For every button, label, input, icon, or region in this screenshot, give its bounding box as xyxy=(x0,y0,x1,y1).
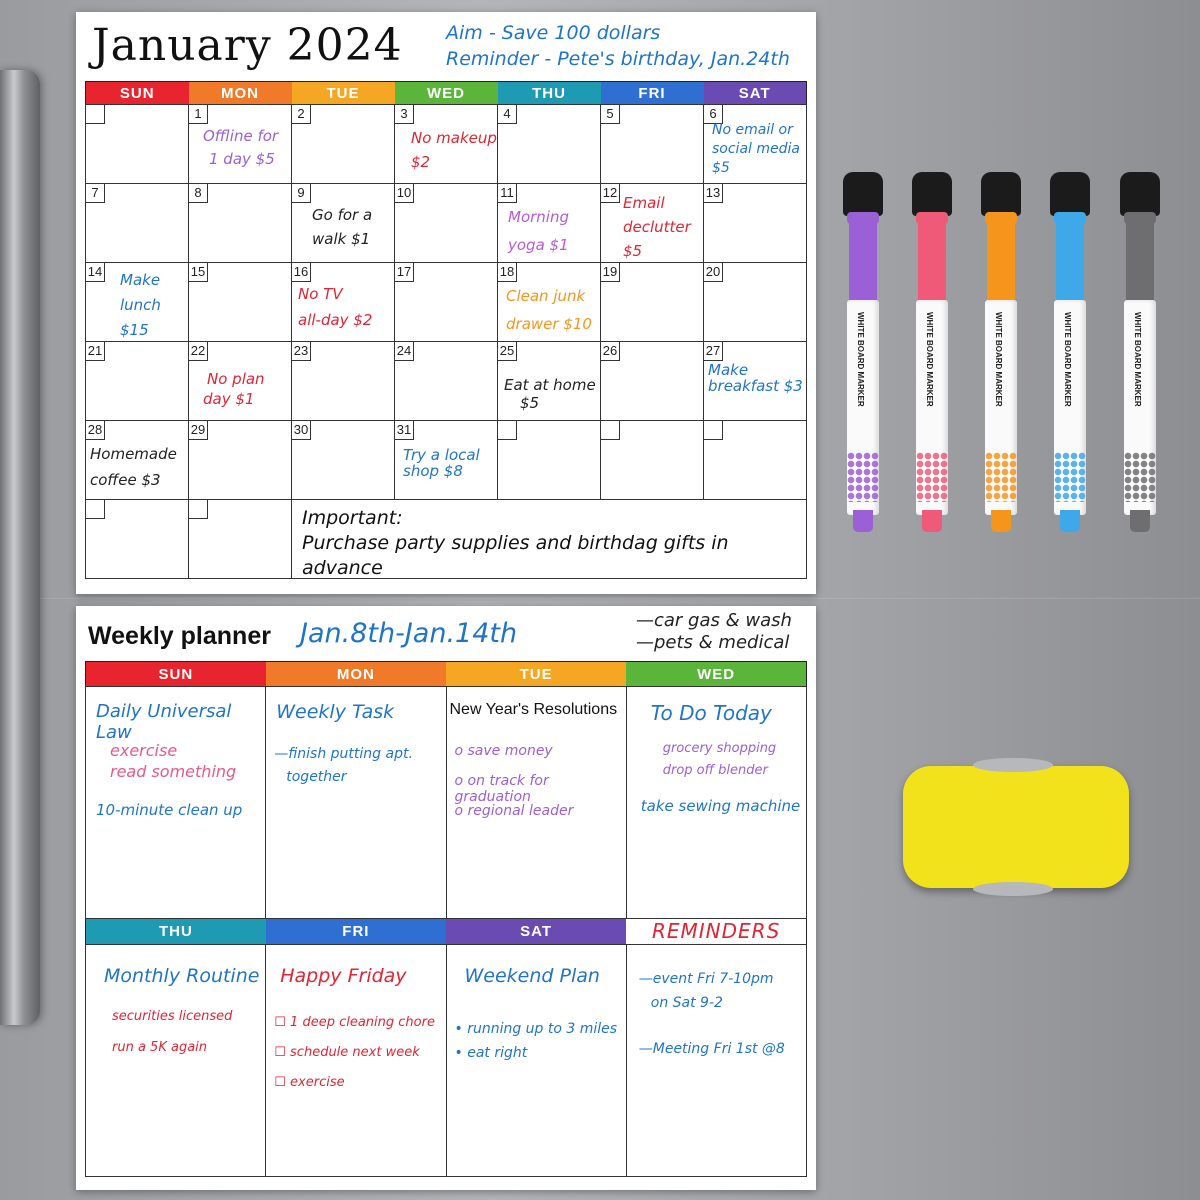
notes-row xyxy=(86,500,807,579)
day-cell xyxy=(292,263,395,342)
day-number: 16 xyxy=(292,263,311,282)
week-row xyxy=(86,105,807,184)
weekday-thu: THU xyxy=(498,82,601,105)
weekday-mon: MON xyxy=(266,662,446,687)
day-cell xyxy=(292,184,395,263)
marker-tip xyxy=(991,510,1011,532)
cell-line: o regional leader xyxy=(454,803,574,819)
note-line: $5 xyxy=(712,160,730,176)
day-cell xyxy=(704,342,807,421)
marker-cap xyxy=(843,172,883,216)
weekday-fri: FRI xyxy=(266,919,446,945)
cell-line: read something xyxy=(110,762,237,781)
day-cell xyxy=(189,263,292,342)
marker-barrel xyxy=(987,222,1015,302)
day-cell xyxy=(395,342,498,421)
reminders-heading xyxy=(626,919,806,945)
cell-line: ☐ exercise xyxy=(274,1075,345,1090)
marker-dots xyxy=(847,452,879,502)
day-cell xyxy=(86,105,189,184)
day-number: 6 xyxy=(704,105,723,124)
day-cell xyxy=(498,421,601,500)
weekday-sat: SAT xyxy=(704,82,807,105)
marker-barrel xyxy=(1126,222,1154,302)
note-line: No makeup xyxy=(411,129,497,147)
day-number xyxy=(704,421,723,440)
marker-barrel xyxy=(849,222,877,302)
marker-dots xyxy=(1124,452,1156,502)
day-number: 29 xyxy=(189,421,208,440)
note-line: $2 xyxy=(411,153,431,171)
day-number: 10 xyxy=(395,184,414,203)
day-cell xyxy=(498,184,601,263)
weekly-title: Weekly planner xyxy=(88,622,271,650)
day-cell xyxy=(704,105,807,184)
marker-tip xyxy=(922,510,942,532)
fri-cell xyxy=(266,945,446,1177)
day-cell xyxy=(292,342,395,421)
week-row xyxy=(86,342,807,421)
note-line: No plan xyxy=(207,370,265,388)
marker-cap xyxy=(1050,172,1090,216)
day-number: 14 xyxy=(86,263,105,282)
note-line: lunch xyxy=(120,296,161,314)
day-cell xyxy=(395,263,498,342)
day-number: 27 xyxy=(704,342,723,361)
day-number: 1 xyxy=(189,105,208,124)
day-cell xyxy=(189,421,292,500)
weekday-sun: SUN xyxy=(86,82,189,105)
monthly-calendar-board xyxy=(76,12,816,594)
cell-line: • running up to 3 miles xyxy=(454,1021,618,1037)
note-line: Offline for xyxy=(203,127,279,145)
day-cell xyxy=(601,421,704,500)
note-line: walk $1 xyxy=(312,230,371,248)
day-cell xyxy=(498,342,601,421)
note-line: day $1 xyxy=(203,390,255,408)
week-top-row xyxy=(86,687,807,919)
day-cell xyxy=(704,421,807,500)
cell-line: —finish putting apt. xyxy=(274,746,413,762)
marker-label: WHITE BOARD MARKER xyxy=(994,312,1003,407)
gray-marker[interactable] xyxy=(1120,172,1160,534)
weekly-side-notes xyxy=(636,610,792,654)
thu-cell xyxy=(86,945,266,1177)
marker-barrel xyxy=(1056,222,1084,302)
tue-cell xyxy=(446,687,626,919)
cell-line: exercise xyxy=(110,741,178,760)
day-number: 8 xyxy=(189,184,208,203)
weekly-range: Jan.8th-Jan.14th xyxy=(300,618,518,649)
day-cell xyxy=(498,105,601,184)
weekly-planner-board xyxy=(76,606,816,1190)
cell-line: together xyxy=(286,769,347,785)
day-number: 12 xyxy=(601,184,620,203)
cell-heading: To Do Today xyxy=(650,701,772,725)
note-line: shop $8 xyxy=(403,462,463,480)
cell-line: take sewing machine xyxy=(640,797,801,815)
day-cell xyxy=(292,421,395,500)
note-line: Homemade xyxy=(90,445,177,463)
marker-cap xyxy=(981,172,1021,216)
note-line: $15 xyxy=(120,321,149,339)
week-row xyxy=(86,263,807,342)
week-bottom-row xyxy=(86,945,807,1177)
fridge-handle xyxy=(0,70,40,1025)
marker-cap xyxy=(912,172,952,216)
side-note: —pets & medical xyxy=(636,632,790,653)
day-cell xyxy=(292,105,395,184)
day-cell xyxy=(86,342,189,421)
day-cell xyxy=(86,421,189,500)
cell-heading: Weekend Plan xyxy=(464,965,600,987)
cell-line: on Sat 9-2 xyxy=(650,995,723,1011)
cell-line: ☐ 1 deep cleaning chore xyxy=(274,1015,435,1030)
note-line: declutter xyxy=(623,218,691,236)
cell-line: • eat right xyxy=(454,1045,528,1061)
weekday-header-row xyxy=(86,662,807,687)
reminders-label: REMINDERS xyxy=(651,919,781,943)
day-number: 17 xyxy=(395,263,414,282)
day-number: 20 xyxy=(704,263,723,282)
important-note xyxy=(302,506,806,581)
cell-line: o on track for graduation xyxy=(454,773,549,805)
day-number xyxy=(86,500,105,519)
note-line: $5 xyxy=(520,394,540,412)
day-number: 2 xyxy=(292,105,311,124)
note-line: breakfast $3 xyxy=(708,377,803,395)
day-number: 5 xyxy=(601,105,620,124)
note-line: Make xyxy=(708,361,749,379)
day-cell xyxy=(86,263,189,342)
day-number: 15 xyxy=(189,263,208,282)
day-number: 7 xyxy=(86,184,105,203)
important-text: Purchase party supplies and birthdag gifts in advance xyxy=(302,532,729,579)
cell-line: run a 5K again xyxy=(112,1040,208,1055)
day-number: 13 xyxy=(704,184,723,203)
note-line: all-day $2 xyxy=(298,311,373,329)
sun-cell xyxy=(86,687,266,919)
marker-barrel xyxy=(918,222,946,302)
cell-line: 10-minute clean up xyxy=(96,801,243,819)
day-number: 18 xyxy=(498,263,517,282)
cell-line: grocery shopping xyxy=(662,741,777,756)
cell-heading: Monthly Routine xyxy=(104,965,260,987)
marker-label: WHITE BOARD MARKER xyxy=(1063,312,1072,407)
week-row xyxy=(86,421,807,500)
important-cell xyxy=(292,500,807,579)
day-cell xyxy=(601,184,704,263)
cell-line: securities licensed xyxy=(112,1009,233,1024)
day-cell xyxy=(704,184,807,263)
aim-text: Aim - Save 100 dollars xyxy=(446,22,661,44)
note-line: Morning xyxy=(508,208,569,226)
day-number xyxy=(601,421,620,440)
note-line: No TV xyxy=(298,285,343,303)
day-number xyxy=(189,500,208,519)
cell-line: —event Fri 7-10pm xyxy=(638,971,774,987)
day-number: 31 xyxy=(395,421,414,440)
weekday-header-row xyxy=(86,82,807,105)
day-number: 30 xyxy=(292,421,311,440)
month-grid xyxy=(85,81,807,579)
sat-cell xyxy=(446,945,626,1177)
weekday-tue: TUE xyxy=(446,662,626,687)
marker-dots xyxy=(916,452,948,502)
marker-cap xyxy=(1120,172,1160,216)
note-line: Eat at home xyxy=(504,376,596,394)
mon-cell xyxy=(266,687,446,919)
note-line: Clean junk xyxy=(506,287,586,305)
marker-dots xyxy=(985,452,1017,502)
day-number: 22 xyxy=(189,342,208,361)
note-line: Make xyxy=(120,271,161,289)
reminders-cell xyxy=(626,945,806,1177)
important-label: Important: xyxy=(302,507,403,529)
day-cell xyxy=(498,263,601,342)
cell-line: ☐ schedule next week xyxy=(274,1045,420,1060)
day-number: 24 xyxy=(395,342,414,361)
day-cell xyxy=(395,421,498,500)
month-goals xyxy=(446,20,790,72)
cell-line: o save money xyxy=(454,743,553,759)
pink-marker[interactable] xyxy=(912,172,952,534)
day-number xyxy=(86,105,105,124)
day-number: 28 xyxy=(86,421,105,440)
wed-cell xyxy=(626,687,806,919)
day-cell xyxy=(704,263,807,342)
side-note: —car gas & wash xyxy=(636,610,792,631)
note-line: Email xyxy=(623,194,665,212)
day-cell xyxy=(395,105,498,184)
weekday-sat: SAT xyxy=(446,919,626,945)
marker-label: WHITE BOARD MARKER xyxy=(1133,312,1142,407)
note-line: drawer $10 xyxy=(506,315,592,333)
month-title: January 2024 xyxy=(92,20,403,71)
day-number: 25 xyxy=(498,342,517,361)
weekday-mon: MON xyxy=(189,82,292,105)
day-cell xyxy=(189,500,292,579)
note-line: social media xyxy=(712,141,800,157)
day-number: 4 xyxy=(498,105,517,124)
cell-heading: Happy Friday xyxy=(280,965,407,987)
cell-line: drop off blender xyxy=(662,763,768,778)
day-cell xyxy=(395,184,498,263)
magnetic-eraser[interactable] xyxy=(903,766,1129,888)
orange-marker[interactable] xyxy=(981,172,1021,534)
day-cell xyxy=(601,342,704,421)
note-line: Try a local xyxy=(403,446,480,464)
reminder-text: Reminder - Pete's birthday, Jan.24th xyxy=(446,48,790,70)
note-line: yoga $1 xyxy=(508,236,569,254)
note-line: 1 day $5 xyxy=(209,150,275,168)
cell-line: —Meeting Fri 1st @8 xyxy=(638,1041,785,1057)
day-cell xyxy=(601,105,704,184)
cell-heading: Daily Universal Law xyxy=(96,701,232,743)
day-number: 19 xyxy=(601,263,620,282)
day-number: 3 xyxy=(395,105,414,124)
weekday-header-row xyxy=(86,919,807,945)
marker-tip xyxy=(1060,510,1080,532)
day-number: 26 xyxy=(601,342,620,361)
week-row xyxy=(86,184,807,263)
weekday-wed: WED xyxy=(626,662,806,687)
day-number xyxy=(498,421,517,440)
note-line: No email or xyxy=(712,122,793,138)
day-cell xyxy=(86,184,189,263)
day-cell xyxy=(189,342,292,421)
weekday-tue: TUE xyxy=(292,82,395,105)
day-cell xyxy=(86,500,189,579)
marker-label: WHITE BOARD MARKER xyxy=(856,312,865,407)
day-number: 11 xyxy=(498,184,517,203)
marker-tip xyxy=(853,510,873,532)
marker-dots xyxy=(1054,452,1086,502)
purple-marker[interactable] xyxy=(843,172,883,534)
weekday-thu: THU xyxy=(86,919,266,945)
marker-tip xyxy=(1130,510,1150,532)
day-cell xyxy=(601,263,704,342)
marker-label: WHITE BOARD MARKER xyxy=(925,312,934,407)
day-number: 9 xyxy=(292,184,311,203)
day-number: 21 xyxy=(86,342,105,361)
day-cell xyxy=(189,105,292,184)
day-number: 23 xyxy=(292,342,311,361)
weekday-wed: WED xyxy=(395,82,498,105)
weekly-grid xyxy=(85,661,807,1177)
day-cell xyxy=(189,184,292,263)
blue-marker[interactable] xyxy=(1050,172,1090,534)
cell-heading: New Year's Resolutions xyxy=(449,701,618,718)
weekday-sun: SUN xyxy=(86,662,266,687)
cell-heading: Weekly Task xyxy=(276,701,395,723)
weekday-fri: FRI xyxy=(601,82,704,105)
note-line: coffee $3 xyxy=(90,471,161,489)
note-line: Go for a xyxy=(312,206,373,224)
note-line: $5 xyxy=(623,242,643,260)
